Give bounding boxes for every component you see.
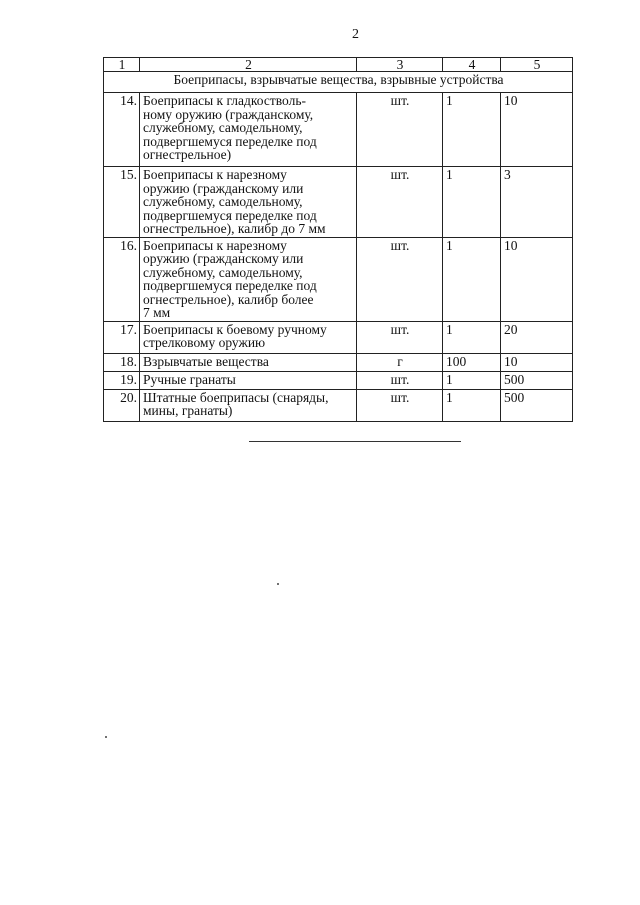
section-title: Боеприпасы, взрывчатые вещества, взрывные устройства [104,72,573,93]
item-name-line: Штатные боеприпасы (снаряды, [143,389,329,405]
header-cell-5: 5 [501,58,573,72]
row-number: 18. [104,353,140,371]
column-5-value: 3 [501,167,573,238]
scan-speck [277,583,279,585]
item-name [140,321,357,353]
row-number: 19. [104,371,140,389]
item-name-line: огнестрельное) [143,147,232,162]
item-name-line: ному оружию (гражданскому, [143,106,314,122]
table-row [104,93,573,167]
item-name [140,93,357,167]
header-cell-4: 4 [443,58,501,72]
item-name-line: служебному, самодельному, [143,194,303,209]
header-row [104,58,573,72]
column-5-value: 10 [501,353,573,371]
header-cell-2: 2 [140,58,357,72]
item-name-line: Боеприпасы к гладкостволь- [143,93,306,108]
item-name-line: 7 мм [143,305,171,320]
item-name [140,371,357,389]
item-name-line: оружию (гражданскому или [143,251,304,266]
item-name-line: служебному, самодельному, [143,120,303,135]
item-name-line: подвергшемуся переделке под [143,278,317,293]
page-number: 2 [352,27,359,42]
item-name-line: подвергшемуся переделке под [143,207,317,223]
column-4-value: 1 [443,321,501,353]
item-name-line: подвергшемуся переделке под [143,133,317,149]
table-row [104,389,573,421]
column-4-value: 1 [443,371,501,389]
item-name [140,353,357,371]
table-row [104,371,573,389]
item-name [140,237,357,321]
header-cell-3: 3 [357,58,443,72]
item-name-line: мины, гранаты) [143,403,233,418]
row-number: 17. [104,321,140,353]
scan-speck [105,736,107,738]
unit: шт. [357,321,443,353]
unit: шт. [357,389,443,421]
row-number: 14. [104,93,140,167]
closing-rule [249,441,461,442]
column-5-value: 500 [501,389,573,421]
item-name-line: огнестрельное), калибр более [143,291,314,307]
unit: г [357,353,443,371]
unit: шт. [357,237,443,321]
item-name-line: Боеприпасы к нарезному [143,237,287,253]
unit: шт. [357,167,443,238]
item-name-line: оружию (гражданскому или [143,180,304,196]
column-4-value: 1 [443,389,501,421]
column-4-value: 100 [443,353,501,371]
row-number: 15. [104,167,140,238]
unit: шт. [357,93,443,167]
column-4-value: 1 [443,237,501,321]
item-name-line: стрелковому оружию [143,335,266,350]
header-cell-1: 1 [104,58,140,72]
unit: шт. [357,371,443,389]
column-5-value: 500 [501,371,573,389]
item-name-line: служебному, самодельному, [143,264,303,280]
column-5-value: 20 [501,321,573,353]
table-row [104,237,573,321]
table-row [104,353,573,371]
row-number: 20. [104,389,140,421]
item-name-line: Ручные гранаты [143,371,236,387]
table-row [104,167,573,238]
item-name-line: Боеприпасы к нарезному [143,167,287,182]
item-name-line: огнестрельное), калибр до 7 мм [143,221,326,236]
column-5-value: 10 [501,237,573,321]
row-number: 16. [104,237,140,321]
item-name [140,389,357,421]
column-5-value: 10 [501,93,573,167]
items-table [103,57,573,422]
item-name [140,167,357,238]
item-name-line: Взрывчатые вещества [143,353,269,369]
table-row [104,321,573,353]
item-name-line: Боеприпасы к боевому ручному [143,321,327,337]
column-4-value: 1 [443,93,501,167]
column-4-value: 1 [443,167,501,238]
section-row [104,72,573,93]
